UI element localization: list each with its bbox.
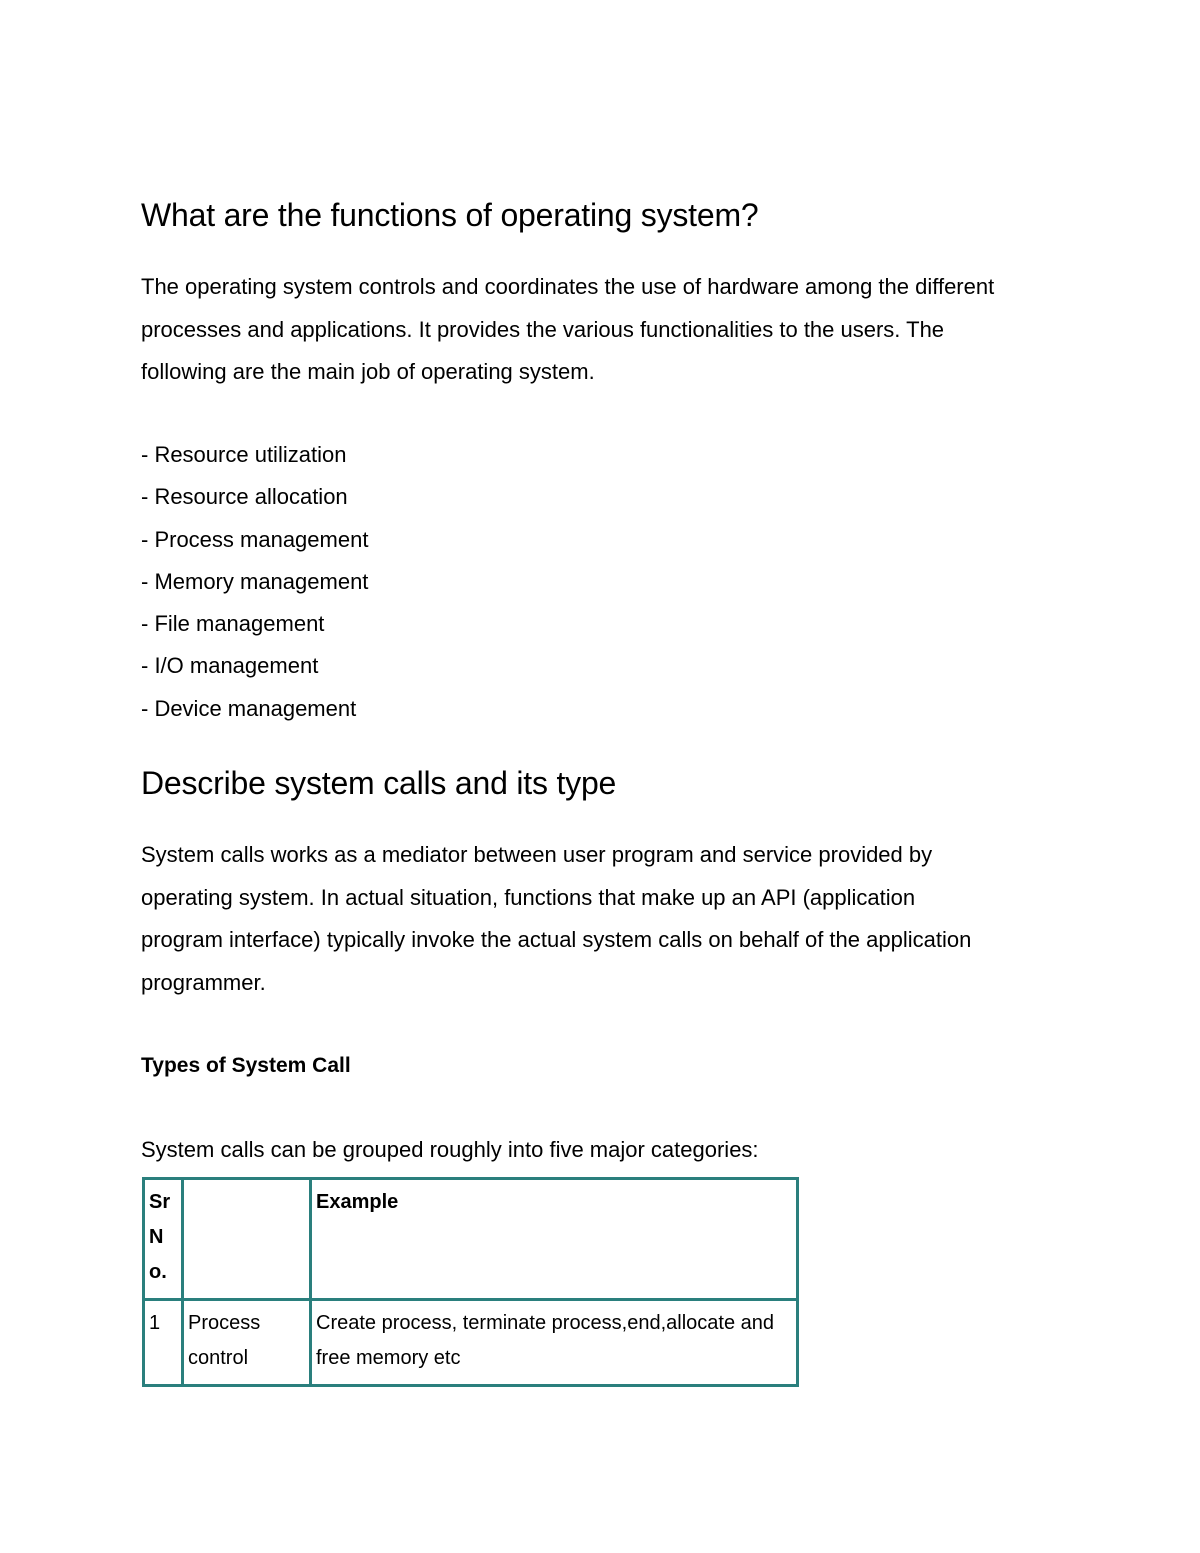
paragraph-os-functions [141,266,1071,394]
cell-sr: 1 [144,1300,183,1386]
cell-example [311,1300,798,1386]
system-call-types-table [142,1177,799,1387]
list-item: - Process management [141,526,369,552]
header-sr-line: N [149,1226,164,1248]
header-sr-line: o. [149,1261,167,1283]
cell-category-line: control [188,1347,249,1369]
paragraph-line: following are the main job of operating system. [141,359,595,384]
cell-category [183,1300,311,1386]
list-item: - I/O management [141,653,319,679]
list-item: - Resource allocation [141,484,348,510]
list-item: - Memory management [141,568,369,594]
paragraph-line: The operating system controls and coordinates the use of hardware among the different [141,274,995,299]
cell-category-line: Process [188,1312,261,1334]
list-item: - Resource utilization [141,442,347,467]
header-sr-line: Sr [149,1191,171,1213]
subheading-types-of-system-call: Types of System Call [141,1054,351,1077]
list-item: - File management [141,611,325,637]
table-intro-text: System calls can be grouped roughly into five major categories: [141,1137,759,1162]
paragraph-system-calls [141,834,1071,1004]
paragraph-line: System calls works as a mediator between user program and service provided by [141,842,933,867]
os-jobs-list [141,434,368,730]
paragraph-line: programmer. [141,969,266,995]
header-cell-example: Example [311,1179,798,1300]
heading-os-functions: What are the functions of operating system? [141,197,759,233]
list-item: - Device management [141,695,357,721]
paragraph-line: program interface) typically invoke the actual system calls on behalf of the application [141,927,972,952]
paragraph-line: operating system. In actual situation, functions that make up an API (application [141,884,916,910]
table-header-row [144,1179,798,1300]
paragraph-line: processes and applications. It provides the various functionalities to the users. The [141,316,945,342]
cell-example-line: free memory etc [316,1347,461,1369]
cell-example-line: Create process, terminate process,end,allocate and [316,1312,775,1334]
header-cell-category [183,1179,311,1300]
table-row [144,1300,798,1386]
heading-system-calls: Describe system calls and its type [141,765,617,801]
header-cell-sr-no [144,1179,183,1300]
